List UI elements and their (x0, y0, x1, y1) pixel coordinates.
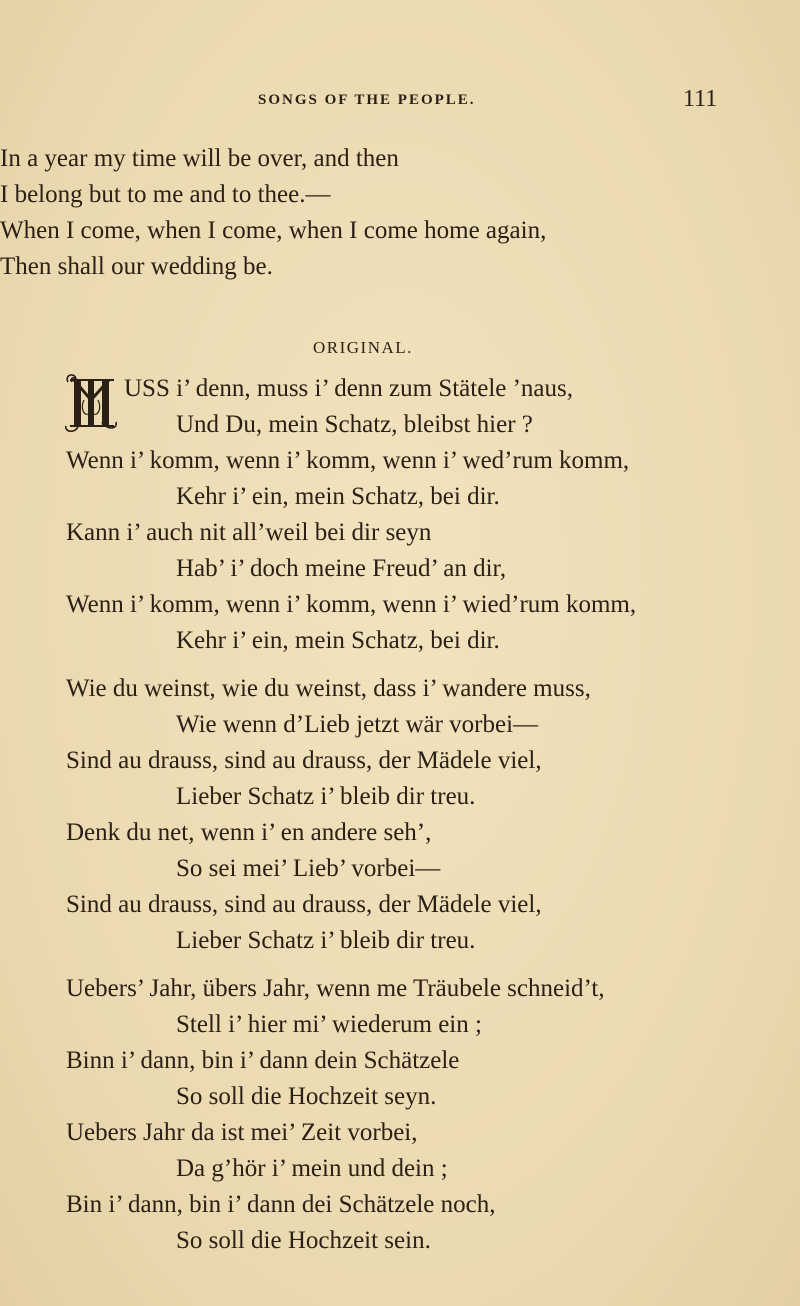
verse-line: Und Du, mein Schatz, bleibst hier ? (176, 411, 533, 438)
verse-line: When I come, when I come, when I come home again, (0, 217, 547, 244)
verse-line: I belong but to me and to thee.— (0, 181, 331, 208)
verse-line: So soll die Hochzeit sein. (176, 1227, 431, 1254)
verse-line: Kehr i’ ein, mein Schatz, bei dir. (176, 483, 500, 510)
verse-line-first: USS i’ denn, muss i’ denn zum Stätele ’naus, (124, 375, 574, 402)
verse-line: Kann i’ auch nit all’weil bei dir seyn (66, 519, 432, 546)
verse-line: In a year my time will be over, and then (0, 145, 399, 172)
verse-line: Wie wenn d’Lieb jetzt wär vorbei— (176, 711, 539, 738)
verse-line: Then shall our wedding be. (0, 253, 273, 280)
verse-line: Wie du weinst, wie du weinst, dass i’ wandere muss, (66, 675, 591, 702)
verse-line: Wenn i’ komm, wenn i’ komm, wenn i’ wed’rum komm, (66, 447, 630, 474)
section-heading: ORIGINAL. (313, 338, 413, 357)
verse-line: Uebers Jahr da ist mei’ Zeit vorbei, (66, 1119, 418, 1146)
verse-line: Binn i’ dann, bin i’ dann dein Schätzele (66, 1047, 460, 1074)
verse-line: So soll die Hochzeit seyn. (176, 1083, 437, 1110)
verse-line: Denk du net, wenn i’ en andere seh’, (66, 819, 432, 846)
verse-line: Lieber Schatz i’ bleib dir treu. (176, 927, 476, 954)
verse-line: Uebers’ Jahr, übers Jahr, wenn me Träubele schneid’t, (66, 975, 605, 1002)
page-number: 111 (683, 86, 718, 112)
ornamental-drop-cap (62, 370, 122, 434)
running-head (0, 86, 800, 116)
verse-line: Kehr i’ ein, mein Schatz, bei dir. (176, 627, 500, 654)
verse-line: Hab’ i’ doch meine Freud’ an dir, (176, 555, 507, 582)
verse-line: Da g’hör i’ mein und dein ; (176, 1155, 448, 1182)
verse-line: So sei mei’ Lieb’ vorbei— (176, 855, 441, 882)
verse-line: Lieber Schatz i’ bleib dir treu. (176, 783, 476, 810)
verse-line: Bin i’ dann, bin i’ dann dei Schätzele noch, (66, 1191, 496, 1218)
verse-line: Sind au drauss, sind au drauss, der Mädele viel, (66, 891, 542, 918)
verse-line: Wenn i’ komm, wenn i’ komm, wenn i’ wied’rum komm, (66, 591, 637, 618)
verse-line: Stell i’ hier mi’ wiederum ein ; (176, 1011, 482, 1038)
verse-line: Sind au drauss, sind au drauss, der Mädele viel, (66, 747, 542, 774)
running-head-title: SONGS OF THE PEOPLE. (258, 92, 476, 108)
